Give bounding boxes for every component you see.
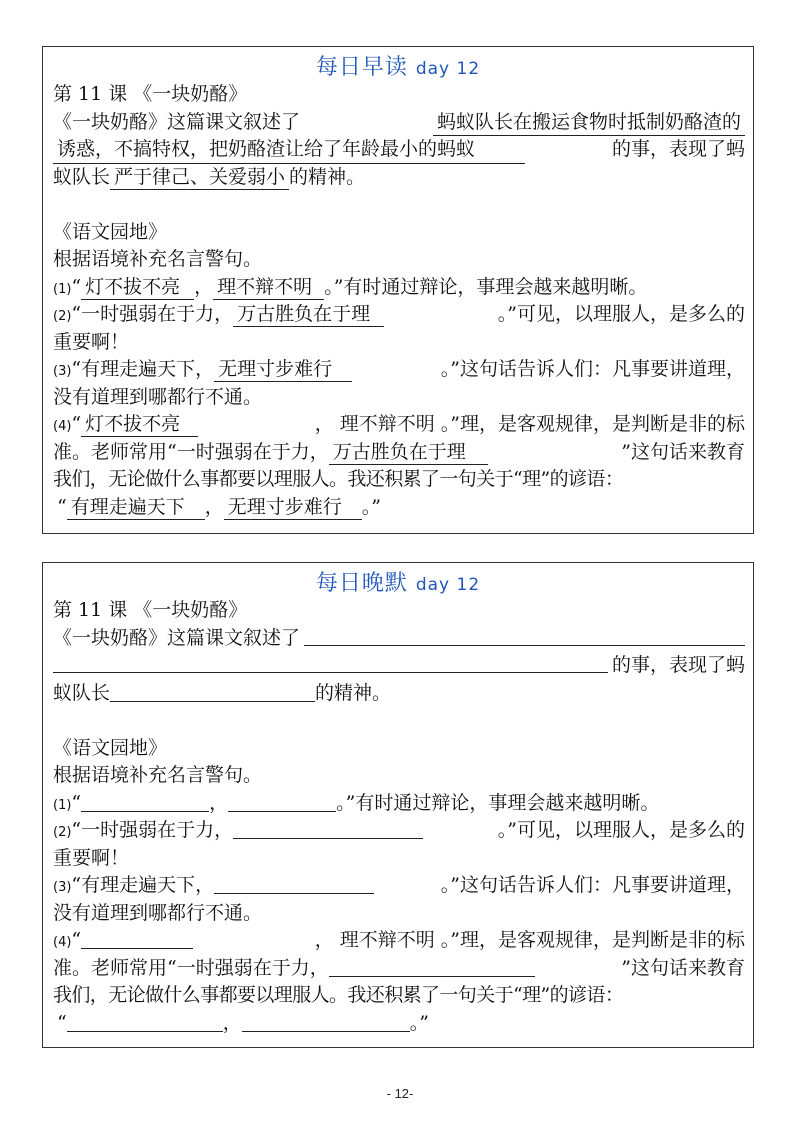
question-3 (53, 356, 745, 384)
question-text: 。”可见，以理服人，是多么的 (497, 819, 745, 841)
quote-open: “ (71, 791, 82, 814)
summary-line3-prefix: 蚁队长 (53, 165, 111, 188)
card-title-text: 每日晚默 (315, 571, 408, 596)
answer-blank[interactable] (81, 928, 193, 949)
evening-dictation-card (42, 562, 754, 1048)
question-4 (53, 927, 745, 955)
answer-text: 蚂蚁队长在搬运食物时抵制奶酪渣的 (433, 109, 745, 137)
answer-blank[interactable] (53, 652, 608, 673)
question-2 (53, 817, 745, 845)
quote-close: 。” (361, 495, 381, 518)
summary-mid: 的事，表现了蚂 (611, 654, 745, 676)
question-text: 准。老师常用“一时强弱在于力， (53, 956, 329, 979)
question-text: “有理走遍天下， (71, 874, 215, 896)
question-4 (53, 411, 745, 439)
summary-line-2 (53, 136, 745, 164)
question-text: 。”这句话告诉人们：凡事要讲道理， (440, 874, 745, 896)
question-4-line-3: 我们，无论做什么事都要以理服人。我还积累了一句关于“理”的谚语： (53, 468, 624, 490)
page-number: - 12- (386, 1086, 414, 1101)
section-heading: 《语文园地》 (53, 220, 168, 243)
morning-reading-card (42, 46, 754, 534)
lesson-heading: 第 11 课 《一块奶酪》 (53, 83, 248, 105)
question-3 (53, 872, 745, 900)
summary-mid: 的事，表现了蚂 (611, 138, 745, 160)
quote-open: “ (57, 1011, 67, 1034)
question-text: 。”有时通过辩论，事理会越来越明晰。 (324, 275, 648, 298)
comma: ， (209, 791, 229, 814)
answer-blank[interactable] (329, 956, 535, 977)
question-4-line-4 (53, 1010, 745, 1038)
summary-line3-prefix: 蚁队长 (53, 681, 111, 704)
question-text: 。”有时通过辩论，事理会越来越明晰。 (336, 791, 660, 814)
summary-line-3 (53, 680, 745, 708)
answer-text: 无理寸步难行 (214, 358, 352, 382)
summary-line-3 (53, 164, 745, 192)
question-number: (4) (53, 935, 72, 950)
summary-suffix: 的精神。 (315, 681, 392, 704)
question-number: (2) (53, 825, 72, 840)
answer-blank[interactable] (228, 791, 336, 812)
answer-text: 万古胜负在于理 (329, 441, 488, 465)
day-label: day 12 (415, 575, 481, 595)
question-text: 。”可见，以理服人，是多么的 (497, 303, 745, 325)
question-text: ”这句话来教育 (621, 440, 745, 463)
answer-text: 有理走遍天下 (67, 496, 205, 520)
answer-blank[interactable] (233, 818, 423, 839)
question-4-line-3: 我们，无论做什么事都要以理服人。我还积累了一句关于“理”的谚语： (53, 984, 624, 1006)
summary-line-1 (53, 625, 745, 653)
card-title (43, 53, 753, 84)
question-1 (53, 274, 745, 302)
summary-prefix: 《一块奶酪》这篇课文叙述了 (53, 110, 301, 133)
question-text: 准。老师常用“一时强弱在于力， (53, 440, 329, 463)
question-number: (2) (53, 309, 72, 324)
answer-text: 诱惑，不搞特权，把奶酪渣让给了年龄最小的蚂蚁 (53, 136, 525, 164)
summary-line-2 (53, 652, 745, 680)
question-2-line-2: 重要啊！ (53, 330, 130, 353)
instruction: 根据语境补充名言警句。 (53, 248, 263, 270)
lesson-heading: 第 11 课 《一块奶酪》 (53, 599, 248, 621)
summary-suffix: 的精神。 (289, 165, 366, 188)
summary-prefix: 《一块奶酪》这篇课文叙述了 (53, 626, 301, 649)
question-4-line-4 (53, 494, 745, 522)
question-number: (4) (53, 419, 72, 434)
answer-text: 理不辩不明 (213, 276, 324, 300)
question-text: “有理走遍天下， (71, 358, 215, 380)
question-text: ， 理不辩不明 。”理，是客观规律，是判断是非的标 (314, 929, 745, 951)
question-text: “一时强弱在于力， (71, 303, 234, 325)
answer-text: 严于律己、关爱弱小 (110, 166, 289, 190)
quote-open: “ (71, 929, 82, 951)
comma: ， (222, 1011, 242, 1034)
day-label: day 12 (415, 59, 481, 79)
question-2 (53, 301, 745, 329)
answer-text: 灯不拔不亮 (81, 413, 198, 437)
answer-blank[interactable] (242, 1011, 410, 1032)
answer-blank[interactable] (304, 625, 745, 646)
answer-blank[interactable] (67, 1011, 223, 1032)
question-2-line-2: 重要啊！ (53, 846, 130, 869)
section-heading: 《语文园地》 (53, 736, 168, 759)
question-4-line-2 (53, 439, 745, 467)
question-number: (3) (53, 880, 72, 895)
question-text: 。”这句话告诉人们：凡事要讲道理， (440, 358, 745, 380)
summary-line-1 (53, 109, 745, 137)
comma: ， (194, 275, 214, 298)
answer-text: 万古胜负在于理 (233, 303, 384, 327)
quote-open: “ (71, 275, 82, 298)
instruction: 根据语境补充名言警句。 (53, 764, 263, 786)
question-text: ， 理不辩不明 。”理，是客观规律，是判断是非的标 (314, 413, 745, 435)
answer-blank[interactable] (214, 873, 374, 894)
question-number: (3) (53, 364, 72, 379)
question-text: ”这句话来教育 (621, 956, 745, 979)
card-title-text: 每日早读 (315, 55, 408, 80)
card-title (43, 569, 753, 600)
question-number: (1) (53, 797, 72, 813)
question-text: “一时强弱在于力， (71, 819, 234, 841)
answer-blank[interactable] (81, 791, 209, 812)
question-3-line-2: 没有道理到哪都行不通。 (53, 901, 263, 924)
quote-close: 。” (409, 1011, 429, 1034)
comma: ， (204, 495, 224, 518)
answer-text: 无理寸步难行 (224, 496, 362, 520)
answer-blank[interactable] (110, 681, 315, 702)
quote-open: “ (71, 413, 82, 435)
answer-text: 灯不拔不亮 (81, 276, 194, 300)
question-1 (53, 790, 745, 818)
question-number: (1) (53, 281, 72, 297)
question-4-line-2 (53, 955, 745, 983)
question-3-line-2: 没有道理到哪都行不通。 (53, 385, 263, 408)
quote-open: “ (57, 495, 67, 518)
